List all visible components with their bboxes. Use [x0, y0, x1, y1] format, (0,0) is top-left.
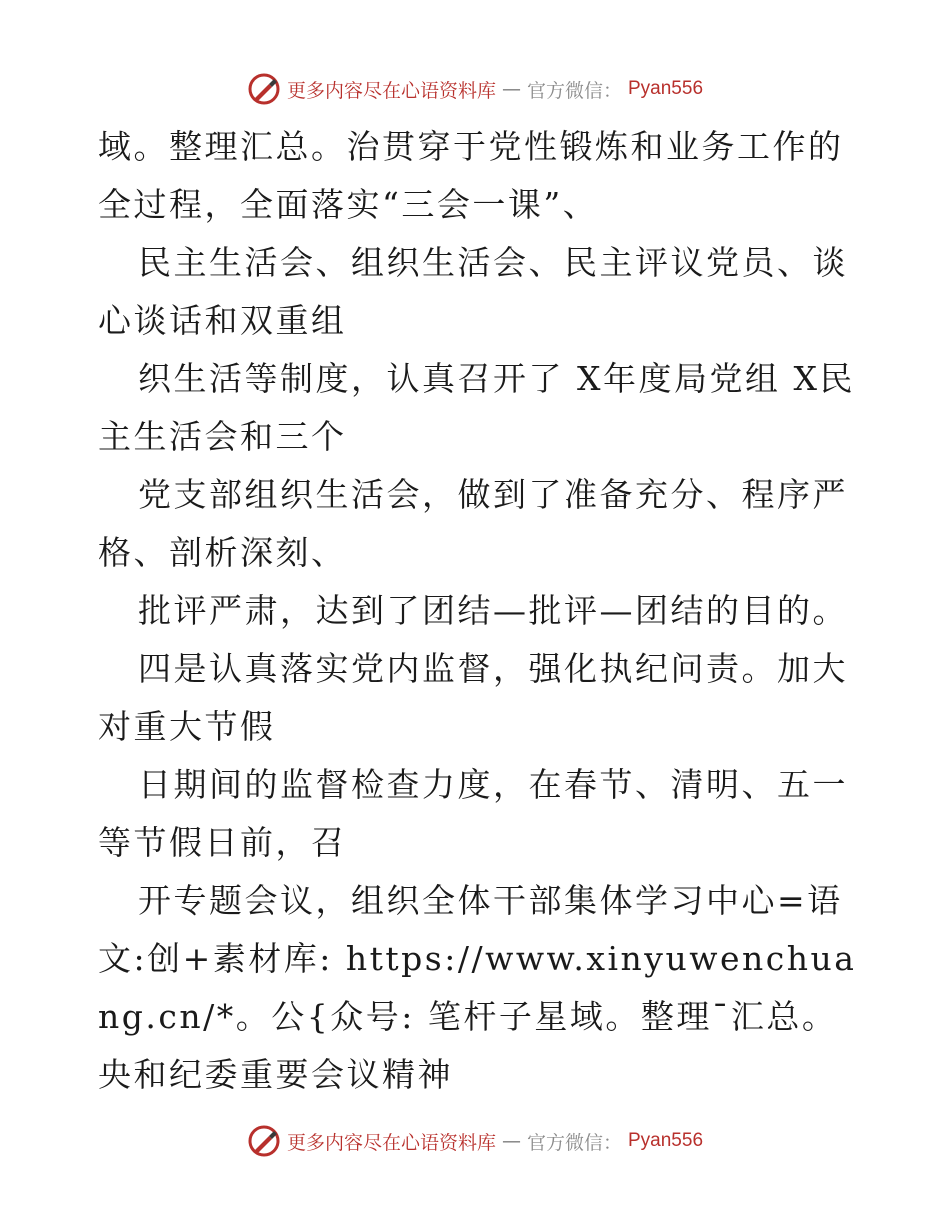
watermark-text: 更多内容尽在心语资料库	[286, 79, 496, 102]
watermark-wechat-id: Pyan556	[628, 1130, 704, 1151]
pen-logo-icon	[247, 72, 281, 106]
body-paragraph: 党支部组织生活会，做到了准备充分、程序严格、剖析深刻、	[98, 475, 848, 572]
footer-watermark	[0, 1124, 950, 1158]
body-paragraph: 日期间的监督检查力度，在春节、清明、五一等节假日前，召	[98, 765, 848, 862]
body-paragraph: 开专题会议，组织全体干部集体学习中心=语文:创+素材库: https://www.xinyuwenchuang.cn/*。公{众号: 笔杆子星域。整理¯汇总。央和纪委重要会议精神	[98, 881, 857, 1094]
watermark-separator: —	[501, 1130, 521, 1152]
body-paragraph: 批评严肃，达到了团结—批评—团结的目的。	[138, 591, 848, 630]
body-paragraph: 民主生活会、组织生活会、民主评议党员、谈心谈话和双重组	[98, 243, 848, 340]
watermark-wechat-id: Pyan556	[628, 78, 704, 99]
document-body	[98, 118, 858, 1104]
body-paragraph: 四是认真落实党内监督，强化执纪问责。加大对重大节假	[98, 649, 848, 746]
watermark-wechat-label: 官方微信：	[526, 1131, 622, 1154]
pen-logo-icon	[247, 1124, 281, 1158]
body-paragraph: 织生活等制度，认真召开了 X年度局党组 X民主生活会和三个	[98, 359, 855, 456]
watermark-text: 更多内容尽在心语资料库	[286, 1131, 496, 1154]
header-watermark	[0, 72, 950, 106]
watermark-wechat-label: 官方微信：	[526, 79, 622, 102]
watermark-separator: —	[501, 78, 521, 100]
body-paragraph: 域。整理汇总。治贯穿于党性锻炼和业务工作的全过程，全面落实“三会一课”、	[98, 127, 844, 224]
